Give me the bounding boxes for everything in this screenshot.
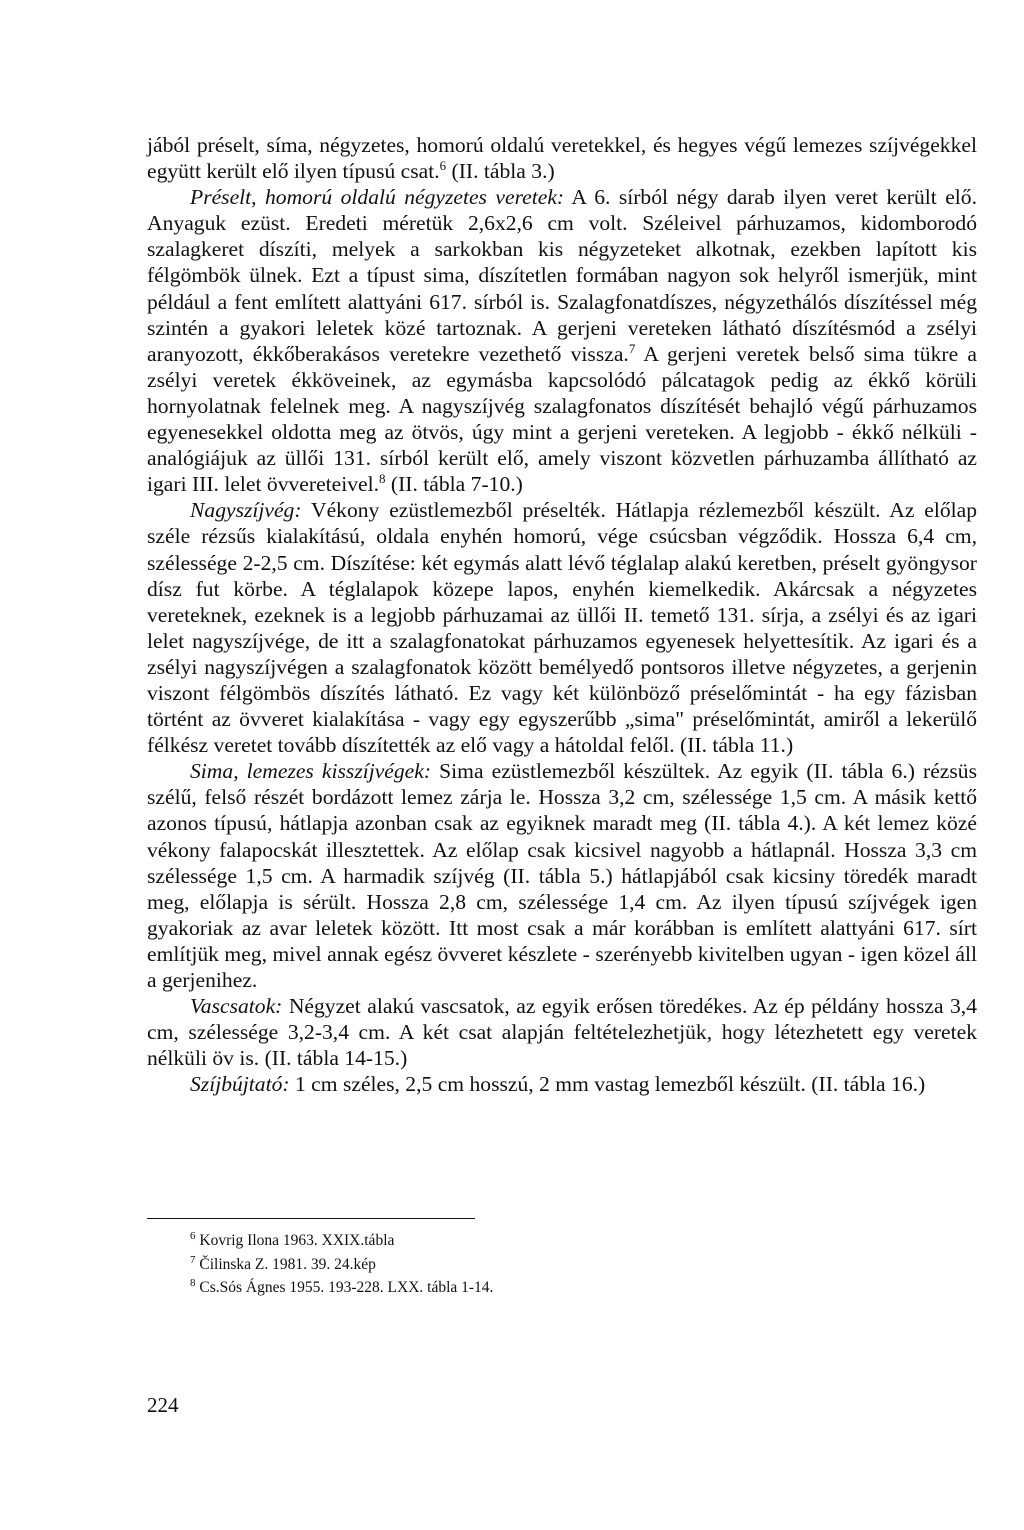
paragraph-lead: Préselt, homorú oldalú négyzetes veretek:: [190, 185, 565, 210]
paragraph-tail: (II. tábla 3.): [446, 159, 555, 184]
paragraph-veretek: [147, 184, 977, 497]
footnote-number: 7: [190, 1253, 196, 1266]
paragraph-szijbujtato: [147, 1071, 977, 1097]
page-body: [147, 132, 977, 1097]
footnotes: [147, 1218, 977, 1300]
footnote-text: Kovrig Ilona 1963. XXIX.tábla: [195, 1232, 395, 1249]
page-number: 224: [147, 1393, 179, 1417]
paragraph-lead: Nagyszíjvég:: [190, 498, 302, 523]
paragraph-tail: (II. tábla 7-10.): [385, 472, 523, 497]
paragraph-continuation: [147, 132, 977, 184]
footnote-ref: 8: [379, 471, 386, 487]
footnote-number: 8: [190, 1276, 196, 1289]
footnote-number: 6: [190, 1229, 196, 1242]
footnote-item: [147, 1253, 977, 1277]
footnote-text: Cs.Sós Ágnes 1955. 193-228. LXX. tábla 1-14.: [195, 1279, 494, 1296]
paragraph-lead: Szíjbújtató:: [190, 1072, 290, 1097]
paragraph-text: Vékony ezüstlemezből préselték. Hátlapja rézlemezből készült. Az előlap széle rézsűs kialakítású, oldala enyhén homorú, vége csúcsban végződik. Hossza 6,4 cm, szélessége 2-2,5 cm. Díszítése: két egymás alatt lévő téglalap alakú keretben, préselt gyöngysor dísz fut körbe. A téglalapok közepe lapos, enyhén kiemelkedik. Akárcsak a négyzetes vereteknek, ezeknek is a legjobb párhuzamai az üllői II. temető 131. sírja, a zsélyi és az igari lelet nagyszíjvége, de itt a szalagfonatokat párhuzamos egyenesek helyettesítik. Az igari és a zsélyi nagyszíjvégen a szalagfonatok között bemélyedő pontsoros illetve négyzetes, a gerjenin viszont félgömbös díszítés látható. Ez vagy két különböző préselőmintát - ha egy fázisban történt az övveret kialakítása - vagy egy egyszerűbb „sima" préselőmintát, amiről a lekerülő félkész veretet tovább díszítették az elő vagy a hátoldal felől. (II. tábla 11.): [147, 498, 977, 758]
footnote-divider: [147, 1218, 475, 1219]
footnote-text: Čilinska Z. 1981. 39. 24.kép: [195, 1255, 376, 1273]
paragraph-nagyszijveg: [147, 497, 977, 758]
paragraph-text: Sima ezüstlemezből készültek. Az egyik (II. tábla 6.) rézsüs szélű, felső részét bordázott lemez zárja le. Hossza 3,2 cm, szélessége 1,5 cm. A másik kettő azonos típusú, hátlapja azonban csak az egyiknek maradt meg (II. tábla 4.). A két lemez közé vékony falapocskát illesztettek. Az előlap csak kicsivel nagyobb a hátlapnál. Hossza 3,3 cm szélessége 1,5 cm. A harmadik szíjvég (II. tábla 5.) hátlapjából csak kicsiny töredék maradt meg, előlapja is sérült. Hossza 2,8 cm, szélessége 1,4 cm. Az ilyen típusú szíjvégek igen gyakoriak az avar leletek között. Itt most csak a már korábban is említett alattyáni 617. sírt említjük meg, mivel annak egész övveret készlete - szerényebb kivitelben ugyan - igen közel áll a gerjenihez.: [147, 759, 977, 992]
paragraph-text: jából préselt, síma, négyzetes, homorú oldalú veretekkel, és hegyes végű lemezes szíjvégekkel együtt került elő ilyen típusú csat.: [147, 133, 977, 184]
paragraph-text: A 6. sírból négy darab ilyen veret került elő. Anyaguk ezüst. Eredeti méretük 2,6x2,6 cm volt. Széleivel párhuzamos, kidomborodó szalagkeret díszíti, melyek a sarkokban kis négyzeteket alkotnak, ezekben lapított kis félgömbök ülnek. Ezt a típust sima, díszítetlen formában nagyon sok helyről ismerjük, mint például a fent említett alattyáni 617. sírból is. Szalagfonatdíszes, négyzethálós díszítéssel még szintén a gyakori leletek közé tartoznak. A gerjeni vereteken látható díszítésmód a zsélyi aranyozott, ékkőberakásos veretekre vezethető vissza.: [147, 185, 978, 366]
paragraph-text: 1 cm széles, 2,5 cm hosszú, 2 mm vastag lemezből készült. (II. tábla 16.): [289, 1072, 926, 1097]
paragraph-lead: Sima, lemezes kisszíjvégek:: [190, 759, 432, 784]
footnote-ref: 7: [628, 340, 636, 356]
footnote-item: [147, 1229, 977, 1253]
paragraph-tail: A gerjeni veretek belső sima tükre a zsélyi veretek ékköveinek, az egymásba kapcsolódó pálcatagok pedig az ékkő körüli hornyolatnak felelnek meg. A nagyszíjvég szalagfonatos díszítését behajló végű párhuzamos egyenesekkel oldotta meg az ötvös, úgy mint a gerjeni vereteken. A legjobb - ékkő nélküli - analógiájuk az üllői 131. sírból került elő, amely viszont közvetlen párhuzamba állítható az igari III. lelet övvereteivel.: [147, 341, 977, 497]
footnote-item: [147, 1276, 977, 1300]
paragraph-text: Négyzet alakú vascsatok, az egyik erősen töredékes. Az ép példány hossza 3,4 cm, szélessége 3,2-3,4 cm. A két csat alapján feltételezhetjük, hogy létezhetett egy veretek nélküli öv is. (II. tábla 14-15.): [147, 994, 977, 1071]
paragraph-vascsatok: [147, 993, 977, 1071]
paragraph-lead: Vascsatok:: [190, 994, 283, 1019]
main-text: [147, 132, 977, 1097]
paragraph-kisszijvegek: [147, 758, 977, 993]
footnote-ref: 6: [439, 157, 447, 173]
